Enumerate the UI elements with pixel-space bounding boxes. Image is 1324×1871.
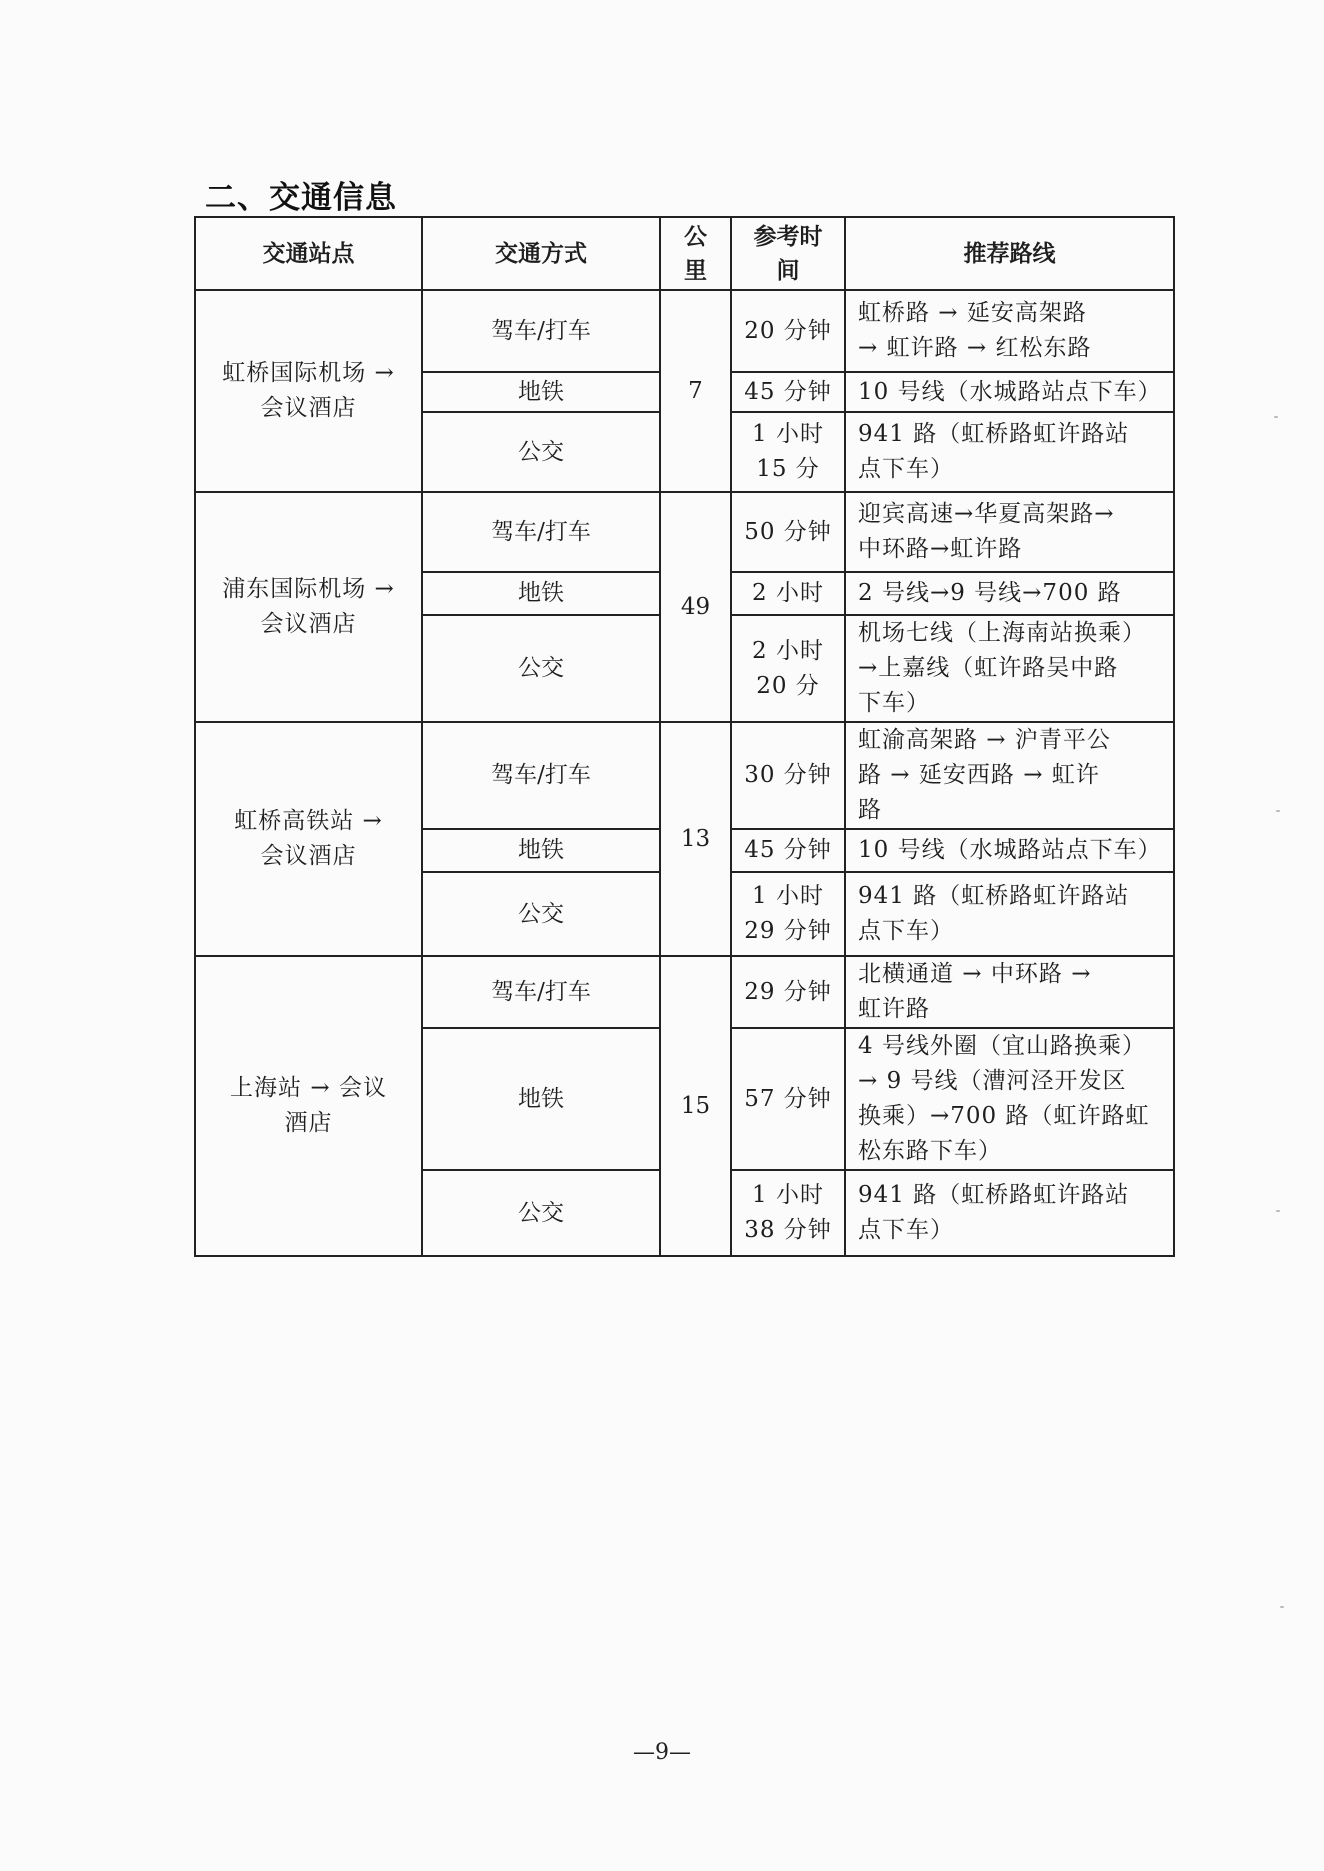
time-cell: 1 小时 29 分钟 [731, 872, 845, 956]
time-cell: 30 分钟 [731, 722, 845, 829]
mode-cell: 公交 [422, 412, 660, 492]
scan-speck [1276, 1210, 1280, 1212]
station-cell: 虹桥高铁站 → 会议酒店 [195, 722, 422, 956]
mode-cell: 驾车/打车 [422, 956, 660, 1028]
header-km-text: 公 里 [684, 223, 707, 284]
mode-cell: 地铁 [422, 372, 660, 412]
table-row [195, 290, 1174, 372]
header-route [845, 217, 1174, 290]
scan-speck [1274, 416, 1278, 418]
mode-cell: 驾车/打车 [422, 492, 660, 572]
km-cell: 7 [660, 290, 731, 492]
km-cell: 13 [660, 722, 731, 956]
time-cell: 2 小时 [731, 572, 845, 615]
page-number: —9— [633, 1740, 691, 1765]
table-row [195, 492, 1174, 572]
section-title: 二、交通信息 [205, 180, 397, 216]
header-mode-text: 交通方式 [495, 240, 587, 267]
time-cell: 29 分钟 [731, 956, 845, 1028]
route-cell: 10 号线（水城路站点下车） [845, 372, 1174, 412]
km-cell: 49 [660, 492, 731, 722]
mode-cell: 驾车/打车 [422, 722, 660, 829]
route-cell: 10 号线（水城路站点下车） [845, 829, 1174, 872]
mode-cell: 地铁 [422, 1028, 660, 1170]
mode-cell: 地铁 [422, 829, 660, 872]
route-cell: 941 路（虹桥路虹许路站 点下车） [845, 1170, 1174, 1256]
time-cell: 20 分钟 [731, 290, 845, 372]
station-cell: 虹桥国际机场 → 会议酒店 [195, 290, 422, 492]
table-row [195, 956, 1174, 1028]
station-cell: 上海站 → 会议 酒店 [195, 956, 422, 1256]
header-time [731, 217, 845, 290]
station-cell: 浦东国际机场 → 会议酒店 [195, 492, 422, 722]
route-cell: 2 号线→9 号线→700 路 [845, 572, 1174, 615]
scan-speck [1276, 810, 1280, 812]
scan-speck [1280, 1606, 1284, 1608]
header-station-text: 交通站点 [262, 240, 355, 267]
mode-cell: 公交 [422, 1170, 660, 1256]
table-header-row [195, 217, 1174, 290]
time-cell: 50 分钟 [731, 492, 845, 572]
time-cell: 45 分钟 [731, 372, 845, 412]
km-cell: 15 [660, 956, 731, 1256]
route-cell: 941 路（虹桥路虹许路站 点下车） [845, 412, 1174, 492]
traffic-table [194, 216, 1175, 1257]
mode-cell: 公交 [422, 872, 660, 956]
route-cell: 北横通道 → 中环路 → 虹许路 [845, 956, 1174, 1028]
time-cell: 1 小时 38 分钟 [731, 1170, 845, 1256]
time-cell: 45 分钟 [731, 829, 845, 872]
route-cell: 机场七线（上海南站换乘） →上嘉线（虹许路吴中路 下车） [845, 615, 1174, 722]
mode-cell: 驾车/打车 [422, 290, 660, 372]
header-km [660, 217, 731, 290]
table-row [195, 722, 1174, 829]
route-cell: 941 路（虹桥路虹许路站 点下车） [845, 872, 1174, 956]
header-mode [422, 217, 660, 290]
mode-cell: 公交 [422, 615, 660, 722]
route-cell: 虹渝高架路 → 沪青平公 路 → 延安西路 → 虹许 路 [845, 722, 1174, 829]
table-body [195, 290, 1174, 1256]
time-cell: 2 小时 20 分 [731, 615, 845, 722]
header-time-text: 参考时 间 [753, 223, 823, 284]
mode-cell: 地铁 [422, 572, 660, 615]
route-cell: 4 号线外圈（宜山路换乘） → 9 号线（漕河泾开发区 换乘）→700 路（虹许路虹 松东路下车） [845, 1028, 1174, 1170]
header-station [195, 217, 422, 290]
header-route-text: 推荐路线 [963, 240, 1056, 267]
time-cell: 1 小时 15 分 [731, 412, 845, 492]
route-cell: 虹桥路 → 延安高架路 → 虹许路 → 红松东路 [845, 290, 1174, 372]
time-cell: 57 分钟 [731, 1028, 845, 1170]
route-cell: 迎宾高速→华夏高架路→ 中环路→虹许路 [845, 492, 1174, 572]
